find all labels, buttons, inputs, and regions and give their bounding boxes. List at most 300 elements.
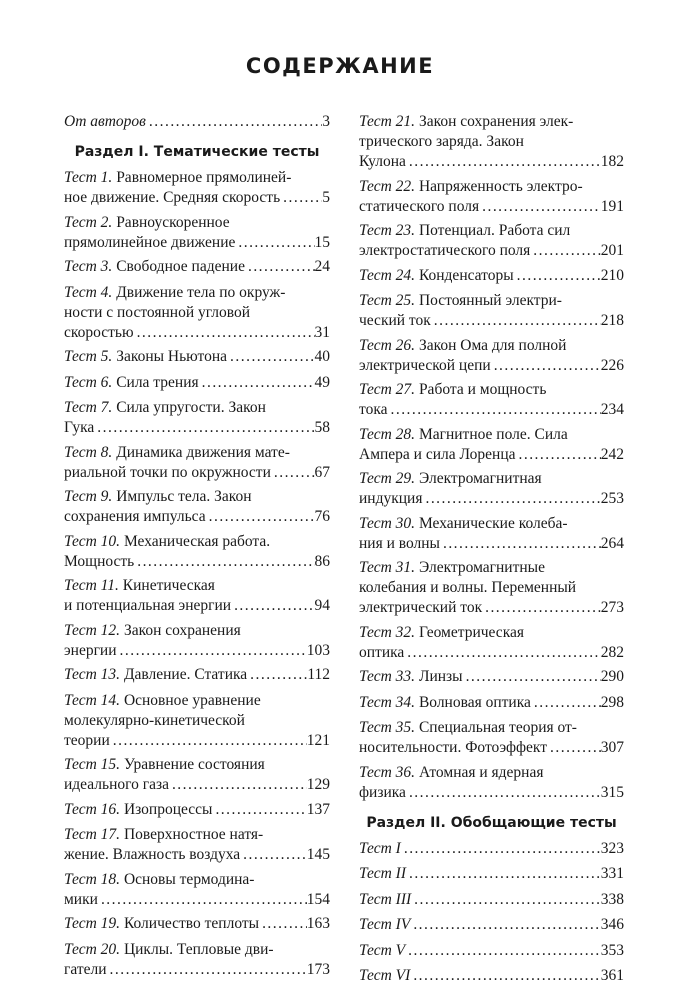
toc-entry-line	[64, 825, 330, 845]
toc-entry-text	[359, 356, 491, 376]
toc-entry-line	[359, 336, 624, 356]
entry-title-text: Специальная теория от-	[415, 719, 577, 736]
toc-entry-line	[359, 291, 624, 311]
entry-title-text: Закон сохранения элек-	[415, 113, 574, 130]
test-number: Тест 16.	[64, 800, 121, 818]
toc-column-right	[359, 112, 624, 992]
toc-entry-text	[64, 398, 266, 418]
leader-dots	[245, 257, 315, 277]
entry-title-text: Кулона	[359, 153, 406, 170]
toc-entry[interactable]	[359, 336, 624, 376]
test-number: Тест 11.	[64, 577, 119, 594]
page-number: 264	[600, 534, 624, 552]
entry-title-text: трического заряда. Закон	[359, 133, 524, 150]
leader-dots	[199, 373, 315, 393]
toc-entry-text	[64, 443, 290, 463]
toc-entry-line	[359, 643, 624, 663]
toc-entry[interactable]	[64, 213, 330, 253]
test-number: Тест 33.	[359, 668, 416, 685]
entry-title-text: Электромагнитная	[415, 470, 542, 487]
test-number: Тест 31.	[359, 559, 416, 576]
toc-entry-line	[64, 711, 330, 731]
toc-entry-line	[64, 691, 330, 711]
test-number: Тест 30.	[359, 514, 416, 532]
page-number: 191	[600, 197, 624, 215]
toc-entry[interactable]	[359, 112, 624, 172]
toc-entry[interactable]	[359, 514, 624, 554]
toc-entry[interactable]	[64, 487, 330, 527]
toc-entry[interactable]	[64, 257, 330, 277]
toc-entry-text	[359, 718, 577, 738]
page-number: 112	[307, 666, 330, 683]
toc-entry-text	[359, 514, 568, 534]
toc-entry-text	[359, 643, 404, 663]
toc-entry[interactable]	[359, 966, 624, 986]
leader-dots	[405, 941, 601, 961]
entry-title-text: сохранения импульса	[64, 508, 206, 525]
toc-entry-text	[359, 132, 524, 152]
toc-entry-text	[359, 112, 573, 132]
toc-entry-text	[359, 336, 566, 356]
leader-dots	[440, 534, 601, 554]
leader-dots	[259, 914, 307, 934]
toc-entry-text	[359, 177, 583, 197]
test-number: Тест 1.	[64, 169, 113, 186]
test-number: Тест I	[359, 839, 401, 857]
toc-entry[interactable]	[359, 763, 624, 803]
toc-entry-line	[64, 755, 330, 775]
toc-entry-text	[64, 940, 274, 960]
leader-dots	[463, 667, 601, 687]
toc-entry-line	[359, 693, 624, 713]
page-number: 253	[600, 490, 624, 507]
test-number: Тест 9.	[64, 488, 113, 505]
test-number: Тест 35.	[359, 719, 416, 736]
entry-title-text: Равномерное прямолиней-	[112, 169, 292, 186]
entry-title-text: носительности. Фотоэффект	[359, 739, 548, 756]
toc-entry-line	[359, 783, 624, 803]
toc-entry-text	[64, 691, 261, 711]
toc-entry-text	[64, 233, 235, 253]
test-number: Тест 3.	[64, 258, 113, 275]
toc-entry-line	[359, 915, 624, 935]
leader-dots	[406, 783, 601, 803]
toc-entry-line	[359, 534, 624, 554]
entry-title-text: Изопроцессы	[120, 800, 213, 818]
test-number: Тест 21.	[359, 113, 416, 130]
entry-title-text: Кинетическая	[118, 577, 215, 594]
leader-dots	[271, 463, 315, 483]
toc-entry-line	[64, 800, 330, 820]
entry-title-text: и потенциальная энергии	[64, 597, 232, 614]
page-number: 15	[314, 233, 330, 251]
entry-title-text: мики	[64, 890, 98, 908]
page-number: 331	[600, 865, 624, 882]
leader-dots	[212, 800, 306, 820]
toc-entry[interactable]	[64, 443, 330, 483]
toc-entry[interactable]	[64, 621, 330, 661]
leader-dots	[388, 400, 601, 420]
test-number: Тест 28.	[359, 425, 416, 443]
entry-title-text: прямолинейное движение	[64, 233, 236, 251]
leader-dots	[98, 890, 307, 910]
leader-dots	[514, 266, 601, 286]
leader-dots	[110, 731, 307, 751]
toc-entry-line	[64, 443, 330, 463]
toc-entry[interactable]	[359, 864, 624, 884]
toc-entry-line	[64, 890, 330, 910]
test-number: Тест 5.	[64, 348, 113, 365]
leader-dots	[410, 915, 600, 935]
test-number: Тест 6.	[64, 373, 113, 391]
entry-title-text: Напряженность электро-	[415, 177, 583, 195]
toc-entry-text	[359, 400, 388, 420]
toc-entry[interactable]	[64, 283, 330, 343]
toc-entry-line	[64, 283, 330, 303]
leader-dots	[547, 738, 601, 758]
toc-entry[interactable]	[64, 373, 330, 393]
leader-dots	[134, 552, 314, 572]
toc-entry-line	[359, 197, 624, 217]
toc-entry[interactable]	[359, 915, 624, 935]
toc-entry-text	[64, 914, 259, 934]
toc-entry-text	[64, 283, 285, 303]
entry-title-text: Волновая оптика	[415, 693, 531, 711]
toc-entry-text	[359, 839, 401, 859]
toc-entry-text	[359, 221, 570, 241]
toc-entry[interactable]	[359, 558, 624, 618]
entry-title-text: физика	[359, 783, 406, 801]
leader-dots	[94, 418, 314, 438]
page-number: 298	[600, 693, 624, 711]
leader-dots	[491, 356, 601, 376]
toc-entry[interactable]	[64, 755, 330, 795]
page-number: 346	[600, 916, 624, 933]
toc-entry-text	[64, 576, 215, 596]
toc-entry[interactable]	[359, 469, 624, 509]
test-number: Тест 15.	[64, 756, 121, 773]
toc-entry-text	[64, 188, 280, 208]
test-number: Тест 14.	[64, 691, 121, 709]
page-number: 282	[600, 643, 624, 661]
toc-entry-text	[64, 731, 110, 751]
toc-entry-text	[64, 487, 252, 507]
toc-entry[interactable]	[359, 718, 624, 758]
toc-entry-line	[64, 845, 330, 865]
page-number: 129	[306, 776, 330, 793]
toc-entry-text	[64, 303, 250, 323]
entry-title-text: Постоянный электри-	[415, 292, 562, 309]
toc-entry[interactable]	[359, 839, 624, 859]
entry-title-text: Количество теплоты	[120, 915, 260, 932]
toc-column-left	[64, 112, 330, 984]
toc-entry[interactable]	[359, 425, 624, 465]
page-number: 40	[314, 348, 330, 365]
toc-entry-line	[64, 641, 330, 661]
toc-entry-line	[64, 940, 330, 960]
test-number: Тест 32.	[359, 623, 416, 641]
toc-entry-text	[64, 755, 265, 775]
page-number: 290	[600, 668, 624, 685]
page-number: 338	[600, 890, 624, 908]
page-number: 307	[600, 739, 624, 756]
toc-entry[interactable]	[64, 168, 330, 208]
toc-entry-line	[64, 398, 330, 418]
entry-title-text: Поверхностное натя-	[120, 826, 264, 843]
test-number: Тест 20.	[64, 940, 121, 958]
page-number: 154	[306, 890, 330, 908]
toc-entry-text	[359, 578, 576, 598]
toc-entry-text	[64, 213, 230, 233]
entry-title-text: Мощность	[64, 552, 135, 570]
toc-entry-text	[359, 445, 516, 465]
toc-entry-line	[64, 168, 330, 188]
page-number: 58	[314, 419, 330, 436]
toc-entry[interactable]	[359, 221, 624, 261]
toc-entry[interactable]	[359, 941, 624, 961]
leader-dots	[401, 839, 601, 859]
entry-title-text: Закон сохранения	[120, 621, 241, 639]
leader-dots	[531, 693, 601, 713]
entry-title-text: ности с постоянной угловой	[64, 303, 251, 321]
toc-entry-line	[359, 221, 624, 241]
entry-title-text: Механическая работа.	[120, 532, 271, 550]
toc-entry[interactable]	[64, 800, 330, 820]
test-number: Тест 18.	[64, 870, 121, 888]
test-number: Тест 17.	[64, 826, 121, 843]
entry-title-text: Работа и мощность	[415, 381, 547, 398]
entry-title-text: Магнитное поле. Сила	[415, 425, 568, 443]
entry-title-text: индукция	[359, 490, 423, 507]
toc-entry-text	[64, 552, 134, 572]
toc-entry-text	[64, 373, 199, 393]
toc-entry-line	[359, 132, 624, 152]
toc-entry-text	[64, 960, 107, 980]
toc-entry[interactable]	[359, 623, 624, 663]
toc-entry[interactable]	[359, 380, 624, 420]
toc-entry-line	[359, 489, 624, 509]
toc-entry-line	[64, 257, 330, 277]
toc-entry[interactable]	[359, 291, 624, 331]
test-number: Тест 8.	[64, 443, 113, 461]
toc-entry[interactable]	[359, 890, 624, 910]
test-number: Тест V	[359, 941, 406, 959]
page-number: 163	[306, 915, 330, 932]
entry-title-text: Динамика движения мате-	[112, 443, 290, 461]
page-number: 361	[600, 967, 624, 984]
toc-entry-line	[64, 731, 330, 751]
page-number: 5	[322, 189, 330, 206]
toc-entry-text	[64, 168, 291, 188]
leader-dots	[146, 112, 322, 132]
toc-entry[interactable]	[64, 532, 330, 572]
toc-entry-line	[359, 425, 624, 445]
toc-entry-line	[359, 266, 624, 286]
entry-title-text: энергии	[64, 641, 117, 659]
entry-title-text: Основное уравнение	[120, 691, 261, 709]
toc-entry-text	[359, 693, 531, 713]
toc-entry-text	[359, 380, 546, 400]
leader-dots	[422, 489, 600, 509]
toc-entry[interactable]	[64, 347, 330, 367]
toc-entry-line	[359, 177, 624, 197]
entry-title-text: Сила трения	[112, 373, 199, 391]
entry-title-text: скоростью	[64, 323, 134, 341]
toc-entry-line	[64, 775, 330, 795]
toc-entry-line	[359, 738, 624, 758]
toc-entry-text	[359, 738, 547, 758]
toc-entry-line	[64, 463, 330, 483]
page-number: 218	[600, 312, 624, 329]
page-number: 94	[314, 597, 330, 614]
toc-entry-line	[359, 445, 624, 465]
entry-title-text: Циклы. Тепловые дви-	[120, 940, 274, 958]
leader-dots	[231, 596, 314, 616]
toc-entry[interactable]	[64, 112, 330, 132]
toc-entry-text	[359, 783, 406, 803]
toc-entry-line	[359, 400, 624, 420]
toc-entry[interactable]	[359, 177, 624, 217]
page-number: 49	[314, 373, 330, 391]
toc-entry-text	[359, 558, 545, 578]
page-number: 121	[306, 731, 330, 749]
toc-entry-line	[359, 356, 624, 376]
toc-entry[interactable]	[64, 870, 330, 910]
page-number: 234	[600, 401, 624, 418]
leader-dots	[117, 641, 307, 661]
entry-title-text: Равноускоренное	[112, 213, 230, 231]
toc-entry-text	[359, 197, 479, 217]
toc-entry[interactable]	[64, 398, 330, 438]
toc-entry-line	[359, 241, 624, 261]
toc-entry-line	[359, 839, 624, 859]
toc-entry[interactable]	[64, 665, 330, 685]
entry-title-text: электростатического поля	[359, 242, 531, 259]
toc-entry-text	[64, 775, 169, 795]
toc-entry[interactable]	[359, 667, 624, 687]
entry-title-text: молекулярно-кинетической	[64, 711, 245, 729]
test-number: Тест II	[359, 865, 407, 882]
page-number: 182	[600, 153, 624, 170]
toc-entry-line	[359, 469, 624, 489]
toc-entry[interactable]	[64, 691, 330, 751]
page-number: 31	[314, 323, 330, 341]
toc-entry-line	[64, 373, 330, 393]
test-number: Тест 22.	[359, 177, 416, 195]
toc-entry-text	[359, 425, 568, 445]
toc-entry-text	[359, 152, 406, 172]
entry-title-text: Механические колеба-	[415, 514, 568, 532]
test-number: Тест 23.	[359, 222, 416, 239]
test-number: Тест 25.	[359, 292, 416, 309]
toc-entry-line	[64, 323, 330, 343]
toc-entry[interactable]	[64, 914, 330, 934]
entry-title-text: Закон Ома для полной	[415, 336, 567, 354]
toc-entry[interactable]	[64, 825, 330, 865]
toc-entry-text	[359, 763, 544, 783]
leader-dots	[247, 665, 307, 685]
toc-entry-line	[64, 487, 330, 507]
toc-entry-line	[359, 311, 624, 331]
leader-dots	[431, 311, 601, 331]
entry-title-text: Ампера и сила Лоренца	[359, 445, 516, 463]
toc-entry[interactable]	[64, 940, 330, 980]
test-number: Тест 36.	[359, 763, 416, 781]
toc-entry-line	[359, 941, 624, 961]
section-heading: Раздел II. Обобщающие тесты	[366, 814, 617, 831]
entry-title-text: Уравнение состояния	[120, 756, 265, 773]
leader-dots	[516, 445, 601, 465]
toc-entry-text	[359, 266, 514, 286]
toc-entry-text	[64, 890, 98, 910]
toc-entry-line	[64, 418, 330, 438]
entry-title-text: ное движение. Средняя скорость	[64, 189, 281, 206]
toc-entry-text	[359, 941, 405, 961]
toc-entry-line	[359, 763, 624, 783]
entry-title-text: Законы Ньютона	[112, 348, 228, 365]
entry-title-text: Атомная и ядерная	[415, 763, 544, 781]
entry-title-text: жение. Влажность воздуха	[64, 846, 241, 863]
toc-entry-line	[64, 112, 330, 132]
page-number: 76	[314, 508, 330, 525]
page-number: 242	[600, 445, 624, 463]
page-number: 145	[306, 846, 330, 863]
entry-title-text: теории	[64, 731, 110, 749]
page-title: СОДЕРЖАНИЕ	[245, 54, 435, 78]
leader-dots	[134, 323, 315, 343]
toc-entry-text	[64, 507, 206, 527]
toc-entry-line	[64, 665, 330, 685]
entry-title-text: Линзы	[415, 668, 463, 685]
toc-entry[interactable]	[359, 266, 624, 286]
toc-entry-text	[359, 291, 562, 311]
leader-dots	[235, 233, 314, 253]
leader-dots	[530, 241, 600, 261]
toc-entry-text	[64, 323, 134, 343]
toc-entry[interactable]	[64, 576, 330, 616]
toc-entry-line	[64, 552, 330, 572]
page-number: 173	[306, 960, 330, 978]
toc-entry[interactable]	[359, 693, 624, 713]
toc-entry-line	[359, 578, 624, 598]
toc-entry-text	[359, 915, 410, 935]
toc-entry-text	[359, 534, 440, 554]
toc-entry-line	[359, 623, 624, 643]
entry-title-text: Движение тела по окруж-	[112, 283, 286, 301]
toc-entry-text	[359, 667, 463, 687]
toc-entry-text	[359, 489, 422, 509]
entry-title-text: риальной точки по окружности	[64, 463, 271, 481]
toc-entry-text	[64, 825, 263, 845]
toc-entry-line	[64, 303, 330, 323]
toc-entry-line	[64, 347, 330, 367]
toc-entry-text	[359, 623, 524, 643]
entry-title-text: Основы термодина-	[120, 870, 255, 888]
leader-dots	[410, 966, 600, 986]
toc-entry-line	[359, 864, 624, 884]
page-number: 323	[600, 839, 624, 857]
toc-entry-line	[64, 507, 330, 527]
test-number: Тест 34.	[359, 693, 416, 711]
toc-entry-text	[64, 621, 241, 641]
toc-entry-text	[359, 469, 542, 489]
entry-title-text: Гука	[64, 419, 95, 436]
toc-entry-text	[64, 665, 247, 685]
entry-title-text: Геометрическая	[415, 623, 524, 641]
entry-title-text: От авторов	[64, 113, 146, 130]
page-number: 67	[314, 463, 330, 481]
toc-entry-line	[359, 514, 624, 534]
